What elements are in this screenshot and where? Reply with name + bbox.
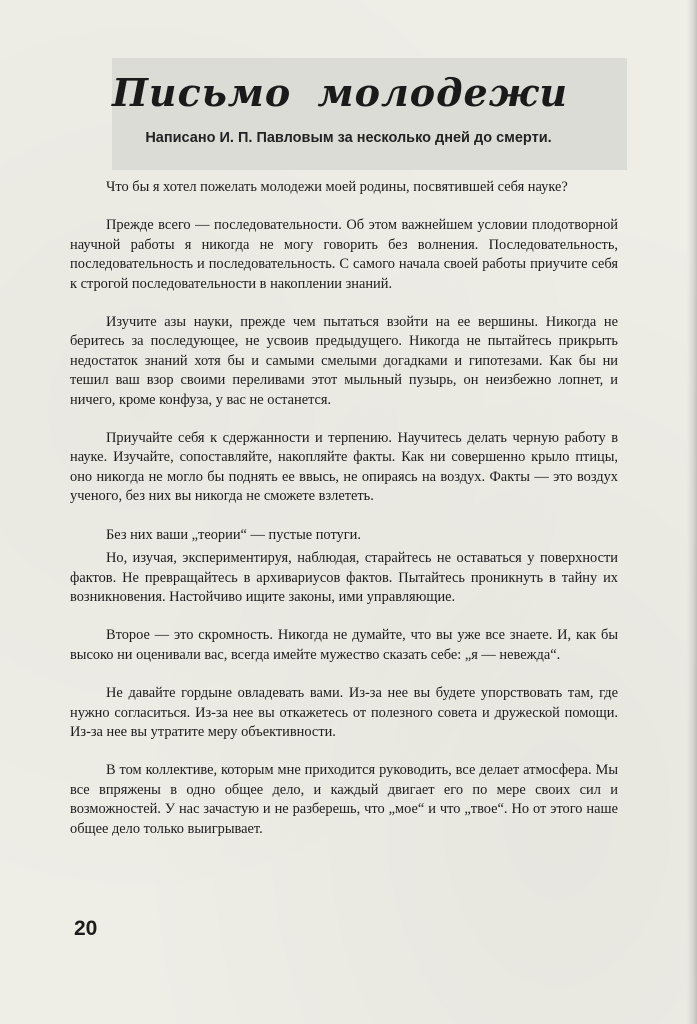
paragraph: Без них ваши „теории“ — пустые потуги. (106, 526, 361, 543)
paragraph: Второе — это скромность. Никогда не думайте, что вы уже все знаете. И, как бы высоко ни оценивали вас, всегда имейте мужество сказать себе: „я — невежда“. (70, 627, 618, 663)
paragraph: Что бы я хотел пожелать молодежи моей родины, посвятившей себя науке? (106, 179, 568, 195)
paragraph: Не давайте гордыне овладевать вами. Из-за нее вы будете упорствовать там, где нужно согласиться. Из-за нее вы откажетесь от полезного совета и дружеской помощи. Из-за нее вы утратите меру объективности. (70, 685, 618, 740)
page-number: 20 (74, 917, 98, 940)
paragraph: Изучите азы науки, прежде чем пытаться взойти на ее вершины. Никогда не беритесь за последующее, не усвоив предыдущего. Никогда не пытайтесь прикрыть недостаток знаний хотя бы и самыми смелыми догадками и гипотезами. Как бы ни тешил ваш взор своими переливами этот мыльный пузырь, он неизбежно лопнет, и ничего, кроме конфуза, у вас не останется. (70, 314, 618, 408)
paragraph: Но, изучая, экспериментируя, наблюдая, старайтесь не оставаться у поверхности фактов. Не превращайтесь в архивариусов фактов. Пытайтесь проникнуть в тайну их возникновения. Настойчиво ищите законы, ими управляющие. (70, 550, 618, 605)
paragraph: Приучайте себя к сдержанности и терпению. Научитесь делать черную работу в науке. Изучайте, сопоставляйте, накопляйте факты. Как ни совершенно крыло птицы, оно никогда не могло бы поднять ее ввысь, не опираясь на воздух. Факты — это воздух ученого, без них вы никогда не сможете взлететь. (70, 430, 618, 505)
paragraph: В том коллективе, которым мне приходится руководить, все делает атмосфера. Мы все впряжены в одно общее дело, и каждый двигает его по мере своих сил и возможностей. У нас зачастую и не разберешь, что „мое“ и что „твое“. Но от этого наше общее дело только выигрывает. (70, 762, 618, 837)
article-body (70, 178, 618, 839)
page-edge-shadow (687, 0, 697, 1024)
page-subtitle: Написано И. П. Павловым за несколько дней до смерти. (145, 130, 552, 146)
page-title: Письмо молодежи (112, 70, 568, 115)
paragraph: Прежде всего — последовательности. Об этом важнейшем условии плодотворной научной работы я никогда не могу говорить без волнения. Последовательность, последовательность и последовательность. С самого начала своей работы приучите себя к строгой последовательности в накоплении знаний. (70, 217, 618, 292)
